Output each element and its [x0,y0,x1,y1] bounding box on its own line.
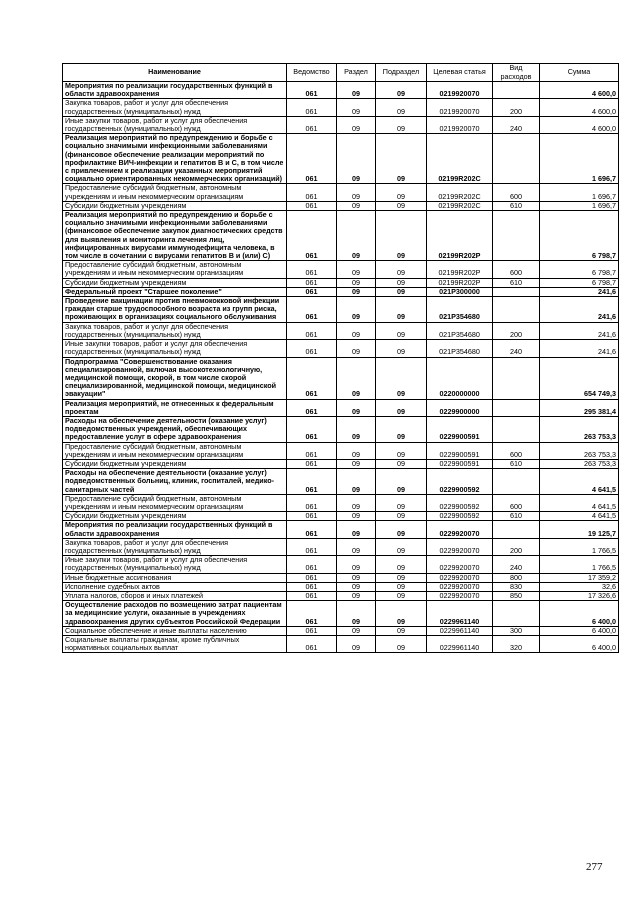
table-row [63,134,619,184]
row-name: Закупка товаров, работ и услуг для обеспечения государственных (муниципальных) нужд [63,538,287,555]
row-name: Субсидии бюджетным учреждениям [63,459,287,468]
table-row [63,201,619,210]
row-department: 061 [287,340,337,357]
header-target-item: Целевая статья [427,64,493,82]
table-body [63,82,619,653]
row-subsection: 09 [376,134,427,184]
row-target-item: 0229900000 [427,399,493,416]
row-subsection: 09 [376,322,427,339]
row-amount: 4 641,5 [540,494,619,511]
row-expense-type: 240 [493,116,540,133]
row-section: 09 [337,134,376,184]
row-department: 061 [287,601,337,627]
row-section: 09 [337,99,376,116]
row-department: 061 [287,582,337,591]
row-department: 061 [287,469,337,495]
row-name: Субсидии бюджетным учреждениям [63,278,287,287]
row-target-item: 0229920070 [427,591,493,600]
row-section: 09 [337,521,376,538]
table-header-row [63,64,619,82]
row-target-item: 021P354680 [427,340,493,357]
table-row [63,573,619,582]
table-row [63,601,619,627]
row-amount: 1 696,7 [540,134,619,184]
row-expense-type: 850 [493,591,540,600]
row-department: 061 [287,494,337,511]
row-section: 09 [337,357,376,399]
row-section: 09 [337,538,376,555]
row-amount: 19 125,7 [540,521,619,538]
row-expense-type [493,287,540,296]
row-name: Предоставление субсидий бюджетным, автономным учреждениям и иным некоммерческим организациям [63,184,287,201]
row-subsection: 09 [376,469,427,495]
row-amount: 6 400,0 [540,601,619,627]
row-amount: 4 600,0 [540,99,619,116]
row-expense-type: 300 [493,626,540,635]
table-row [63,512,619,521]
row-expense-type: 600 [493,261,540,278]
row-section: 09 [337,184,376,201]
row-amount: 263 753,3 [540,442,619,459]
row-section: 09 [337,626,376,635]
row-section: 09 [337,116,376,133]
table-row [63,399,619,416]
row-expense-type: 600 [493,494,540,511]
row-name: Иные бюджетные ассигнования [63,573,287,582]
row-expense-type: 240 [493,340,540,357]
row-amount: 17 326,6 [540,591,619,600]
row-target-item: 0229920070 [427,538,493,555]
row-section: 09 [337,399,376,416]
row-name: Субсидии бюджетным учреждениям [63,512,287,521]
row-department: 061 [287,399,337,416]
row-expense-type [493,469,540,495]
row-name: Предоставление субсидий бюджетным, автономным учреждениям и иным некоммерческим организациям [63,442,287,459]
table-row [63,278,619,287]
row-name: Иные закупки товаров, работ и услуг для обеспечения государственных (муниципальных) нужд [63,556,287,573]
row-amount: 1 696,7 [540,184,619,201]
row-subsection: 09 [376,211,427,261]
row-expense-type: 610 [493,512,540,521]
row-section: 09 [337,601,376,627]
row-expense-type: 800 [493,573,540,582]
row-target-item: 0229920070 [427,573,493,582]
row-name: Реализация мероприятий, не отнесенных к федеральным проектам [63,399,287,416]
row-name: Федеральный проект "Старшее поколение" [63,287,287,296]
table-row [63,211,619,261]
row-subsection: 09 [376,573,427,582]
row-section: 09 [337,416,376,442]
row-target-item: 0229900591 [427,459,493,468]
row-section: 09 [337,556,376,573]
row-amount: 17 359,2 [540,573,619,582]
row-department: 061 [287,512,337,521]
table-row [63,261,619,278]
header-name: Наименование [63,64,287,82]
table-row [63,287,619,296]
row-name: Подпрограмма "Совершенствование оказания специализированной, включая высокотехнологичную, медицинской помощи, скорой, в том числе скорой специализированной, медицинской помощи, медицинской эвакуации" [63,357,287,399]
row-amount: 241,6 [540,322,619,339]
row-name: Расходы на обеспечение деятельности (оказание услуг) подведомственных учреждений, обеспечивающих предоставление услуг в сфере здравоохранения [63,416,287,442]
table-row [63,442,619,459]
row-name: Закупка товаров, работ и услуг для обеспечения государственных (муниципальных) нужд [63,99,287,116]
row-amount: 241,6 [540,297,619,323]
row-name: Иные закупки товаров, работ и услуг для обеспечения государственных (муниципальных) нужд [63,116,287,133]
row-amount: 4 641,5 [540,512,619,521]
table-row [63,556,619,573]
row-subsection: 09 [376,601,427,627]
row-target-item: 0220000000 [427,357,493,399]
row-department: 061 [287,442,337,459]
row-target-item: 0229900592 [427,494,493,511]
row-department: 061 [287,201,337,210]
budget-table [62,63,619,653]
row-department: 061 [287,573,337,582]
row-name: Реализация мероприятий по предупреждению и борьбе с социально значимыми инфекционными заболеваниями (финансовое обеспечение закупок диагностических средств для выявления и мониторинга лечения лиц, инфицированных вирусами иммунодефицита человека, в том числе в сочетании с вирусами гепатитов В и (или) С) [63,211,287,261]
row-subsection: 09 [376,556,427,573]
row-section: 09 [337,201,376,210]
table-row [63,82,619,99]
row-name: Реализация мероприятий по предупреждению и борьбе с социально значимыми инфекционными заболеваниями (финансовое обеспечение реализации мероприятий по профилактике ВИЧ-инфекции и гепатитов В и С, в том числе с привлечением к реализации указанных мероприятий социально ориентированных некоммерческих организаций) [63,134,287,184]
row-subsection: 09 [376,99,427,116]
row-subsection: 09 [376,521,427,538]
row-subsection: 09 [376,116,427,133]
row-target-item: 02199R202P [427,211,493,261]
row-section: 09 [337,636,376,653]
row-section: 09 [337,261,376,278]
table-row [63,116,619,133]
row-department: 061 [287,538,337,555]
row-department: 061 [287,357,337,399]
header-section: Раздел [337,64,376,82]
row-subsection: 09 [376,184,427,201]
row-amount: 32,6 [540,582,619,591]
row-target-item: 0219920070 [427,82,493,99]
row-expense-type [493,521,540,538]
row-section: 09 [337,591,376,600]
row-target-item: 0219920070 [427,99,493,116]
row-expense-type [493,134,540,184]
row-department: 061 [287,184,337,201]
row-amount: 4 641,5 [540,469,619,495]
row-department: 061 [287,211,337,261]
row-name: Исполнение судебных актов [63,582,287,591]
row-expense-type: 600 [493,184,540,201]
row-target-item: 0229920070 [427,582,493,591]
row-amount: 6 400,0 [540,636,619,653]
row-department: 061 [287,278,337,287]
row-target-item: 02199R202P [427,278,493,287]
row-section: 09 [337,442,376,459]
row-amount: 1 696,7 [540,201,619,210]
row-expense-type: 610 [493,278,540,287]
header-department: Ведомство [287,64,337,82]
row-name: Субсидии бюджетным учреждениям [63,201,287,210]
table-row [63,297,619,323]
row-amount: 6 400,0 [540,626,619,635]
row-section: 09 [337,322,376,339]
row-amount: 241,6 [540,287,619,296]
row-target-item: 0219920070 [427,116,493,133]
row-expense-type: 320 [493,636,540,653]
row-subsection: 09 [376,582,427,591]
row-target-item: 021P354680 [427,322,493,339]
page-number: 277 [586,861,603,873]
row-section: 09 [337,582,376,591]
row-target-item: 0229961140 [427,626,493,635]
row-amount: 1 766,5 [540,538,619,555]
row-target-item: 021P300000 [427,287,493,296]
row-target-item: 021P354680 [427,297,493,323]
row-subsection: 09 [376,626,427,635]
row-name: Социальное обеспечение и иные выплаты населению [63,626,287,635]
table-row [63,357,619,399]
row-section: 09 [337,278,376,287]
row-target-item: 0229961140 [427,636,493,653]
row-subsection: 09 [376,261,427,278]
row-expense-type [493,297,540,323]
row-name: Социальные выплаты гражданам, кроме публичных нормативных социальных выплат [63,636,287,653]
row-department: 061 [287,99,337,116]
row-expense-type: 200 [493,99,540,116]
row-target-item: 0229961140 [427,601,493,627]
table-row [63,340,619,357]
row-subsection: 09 [376,340,427,357]
row-section: 09 [337,211,376,261]
row-name: Проведение вакцинации против пневмококковой инфекции граждан старше трудоспособного возраста из групп риска, проживающих в организациях социального обслуживания [63,297,287,323]
row-section: 09 [337,573,376,582]
row-section: 09 [337,82,376,99]
row-subsection: 09 [376,416,427,442]
row-expense-type: 240 [493,556,540,573]
row-section: 09 [337,469,376,495]
row-section: 09 [337,512,376,521]
row-subsection: 09 [376,636,427,653]
row-amount: 654 749,3 [540,357,619,399]
header-expense-type: Вид расходов [493,64,540,82]
row-department: 061 [287,261,337,278]
row-name: Мероприятия по реализации государственных функций в области здравоохранения [63,521,287,538]
row-subsection: 09 [376,82,427,99]
row-section: 09 [337,340,376,357]
row-department: 061 [287,297,337,323]
row-expense-type [493,82,540,99]
row-amount: 6 798,7 [540,211,619,261]
row-name: Расходы на обеспечение деятельности (оказание услуг) подведомственных больниц, клиник, госпиталей, медико-санитарных частей [63,469,287,495]
row-expense-type: 200 [493,538,540,555]
row-department: 061 [287,626,337,635]
row-subsection: 09 [376,287,427,296]
row-amount: 263 753,3 [540,416,619,442]
row-amount: 1 766,5 [540,556,619,573]
row-department: 061 [287,322,337,339]
row-name: Предоставление субсидий бюджетным, автономным учреждениям и иным некоммерческим организациям [63,261,287,278]
row-department: 061 [287,521,337,538]
row-target-item: 02199R202C [427,201,493,210]
row-name: Иные закупки товаров, работ и услуг для обеспечения государственных (муниципальных) нужд [63,340,287,357]
row-expense-type: 600 [493,442,540,459]
row-target-item: 02199R202P [427,261,493,278]
row-target-item: 0229920070 [427,556,493,573]
row-amount: 4 600,0 [540,82,619,99]
row-target-item: 02199R202C [427,184,493,201]
row-section: 09 [337,494,376,511]
row-subsection: 09 [376,459,427,468]
row-department: 061 [287,287,337,296]
row-expense-type: 610 [493,201,540,210]
row-amount: 295 381,4 [540,399,619,416]
row-subsection: 09 [376,357,427,399]
row-name: Закупка товаров, работ и услуг для обеспечения государственных (муниципальных) нужд [63,322,287,339]
table-row [63,184,619,201]
row-subsection: 09 [376,201,427,210]
row-department: 061 [287,636,337,653]
table-row [63,591,619,600]
row-expense-type: 830 [493,582,540,591]
table-row [63,322,619,339]
row-name: Уплата налогов, сборов и иных платежей [63,591,287,600]
row-amount: 241,6 [540,340,619,357]
row-amount: 4 600,0 [540,116,619,133]
header-amount: Сумма [540,64,619,82]
table-row [63,459,619,468]
table-row [63,494,619,511]
row-name: Мероприятия по реализации государственных функций в области здравоохранения [63,82,287,99]
table-row [63,538,619,555]
row-department: 061 [287,459,337,468]
row-subsection: 09 [376,512,427,521]
row-amount: 6 798,7 [540,278,619,287]
row-target-item: 0229900591 [427,442,493,459]
row-section: 09 [337,459,376,468]
header-subsection: Подраздел [376,64,427,82]
table-row [63,99,619,116]
row-department: 061 [287,556,337,573]
row-name: Осуществление расходов по возмещению затрат пациентам за медицинские услуги, оказанные в учреждениях здравоохранения других субъектов Российской Федерации [63,601,287,627]
row-target-item: 0229900592 [427,512,493,521]
row-department: 061 [287,116,337,133]
row-amount: 263 753,3 [540,459,619,468]
table-row [63,416,619,442]
row-department: 061 [287,134,337,184]
row-expense-type [493,211,540,261]
row-expense-type: 200 [493,322,540,339]
row-subsection: 09 [376,278,427,287]
row-name: Предоставление субсидий бюджетным, автономным учреждениям и иным некоммерческим организациям [63,494,287,511]
row-expense-type [493,399,540,416]
row-subsection: 09 [376,494,427,511]
row-section: 09 [337,287,376,296]
row-expense-type [493,357,540,399]
row-target-item: 0229920070 [427,521,493,538]
row-expense-type [493,601,540,627]
table-row [63,582,619,591]
row-subsection: 09 [376,442,427,459]
row-expense-type [493,416,540,442]
row-subsection: 09 [376,297,427,323]
table-row [63,521,619,538]
row-department: 061 [287,591,337,600]
row-department: 061 [287,82,337,99]
row-expense-type: 610 [493,459,540,468]
table-row [63,626,619,635]
row-target-item: 0229900592 [427,469,493,495]
row-amount: 6 798,7 [540,261,619,278]
table-row [63,636,619,653]
row-subsection: 09 [376,399,427,416]
row-target-item: 0229900591 [427,416,493,442]
row-subsection: 09 [376,538,427,555]
row-subsection: 09 [376,591,427,600]
row-section: 09 [337,297,376,323]
row-department: 061 [287,416,337,442]
table-row [63,469,619,495]
row-target-item: 02199R202C [427,134,493,184]
